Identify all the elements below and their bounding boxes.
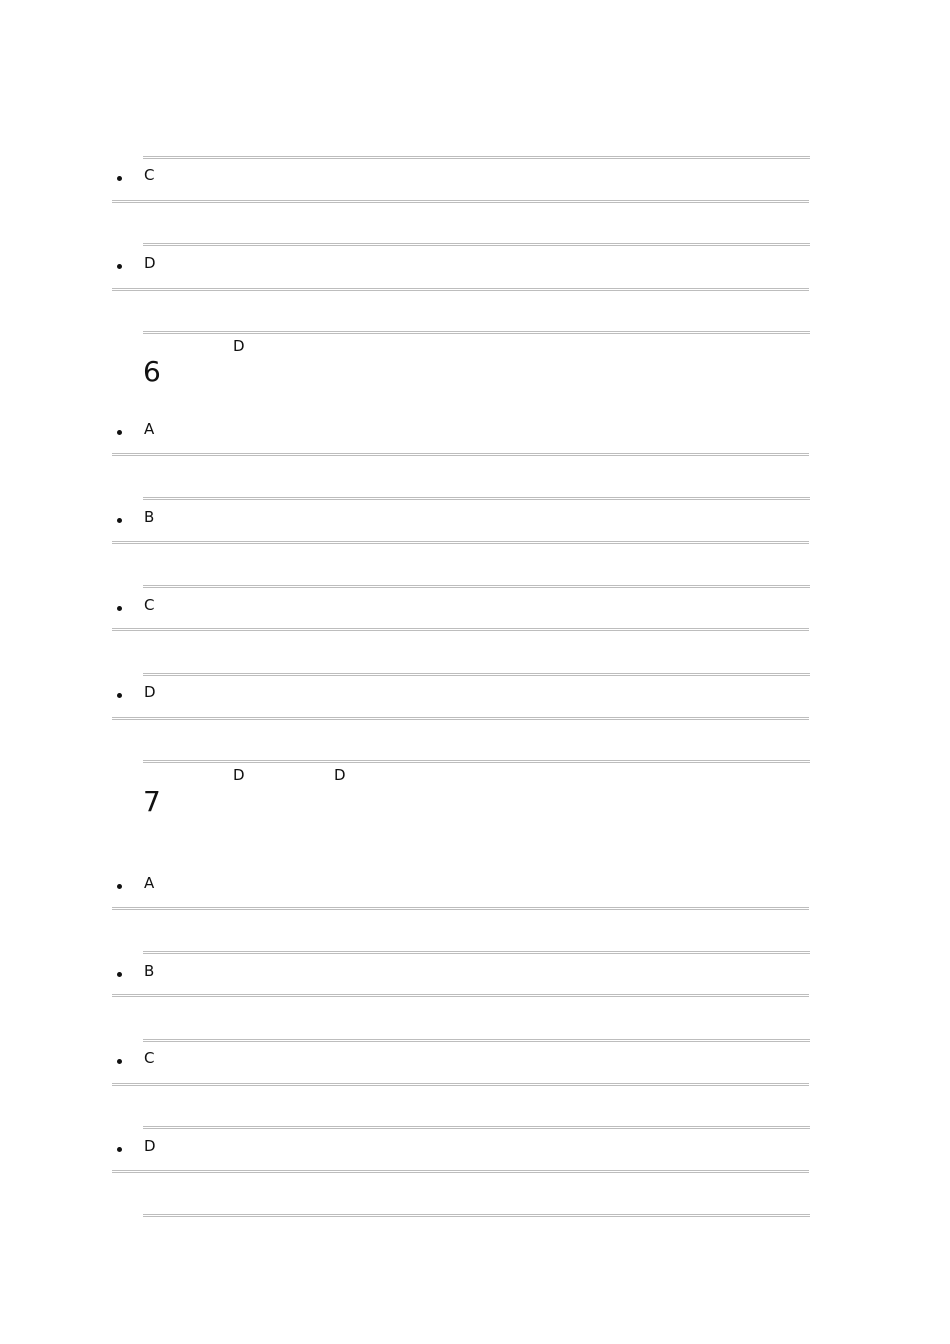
divider xyxy=(112,1083,809,1086)
answer-mark: D xyxy=(233,337,245,355)
divider xyxy=(143,243,810,246)
divider xyxy=(112,453,809,456)
bullet-icon xyxy=(117,606,122,611)
option-c-label: C xyxy=(144,1049,155,1067)
option-c-label: C xyxy=(144,166,155,184)
divider xyxy=(143,673,810,676)
divider xyxy=(143,497,810,500)
divider xyxy=(143,760,810,763)
bullet-icon xyxy=(117,884,122,889)
bullet-icon xyxy=(117,176,122,181)
bullet-icon xyxy=(117,430,122,435)
divider xyxy=(112,994,809,997)
option-d-label: D xyxy=(144,683,156,701)
option-d-label: D xyxy=(144,1137,156,1155)
divider xyxy=(143,156,810,159)
divider xyxy=(112,628,809,631)
bullet-icon xyxy=(117,1147,122,1152)
bullet-icon xyxy=(117,518,122,523)
option-a-label: A xyxy=(144,874,155,892)
divider xyxy=(112,1170,809,1173)
question-number: 6 xyxy=(143,355,161,388)
divider xyxy=(112,541,809,544)
option-d-label: D xyxy=(144,254,156,272)
option-b-label: B xyxy=(144,962,155,980)
bullet-icon xyxy=(117,693,122,698)
divider xyxy=(143,331,810,334)
option-b-label: B xyxy=(144,508,155,526)
divider xyxy=(143,585,810,588)
divider xyxy=(143,951,810,954)
divider xyxy=(143,1214,810,1217)
option-a-label: A xyxy=(144,420,155,438)
divider xyxy=(112,907,809,910)
bullet-icon xyxy=(117,972,122,977)
divider xyxy=(112,200,809,203)
bullet-icon xyxy=(117,264,122,269)
divider xyxy=(143,1039,810,1042)
answer-mark: D xyxy=(334,766,346,784)
bullet-icon xyxy=(117,1059,122,1064)
question-number: 7 xyxy=(143,785,161,818)
option-c-label: C xyxy=(144,596,155,614)
divider xyxy=(112,288,809,291)
answer-mark: D xyxy=(233,766,245,784)
divider xyxy=(112,717,809,720)
divider xyxy=(143,1126,810,1129)
